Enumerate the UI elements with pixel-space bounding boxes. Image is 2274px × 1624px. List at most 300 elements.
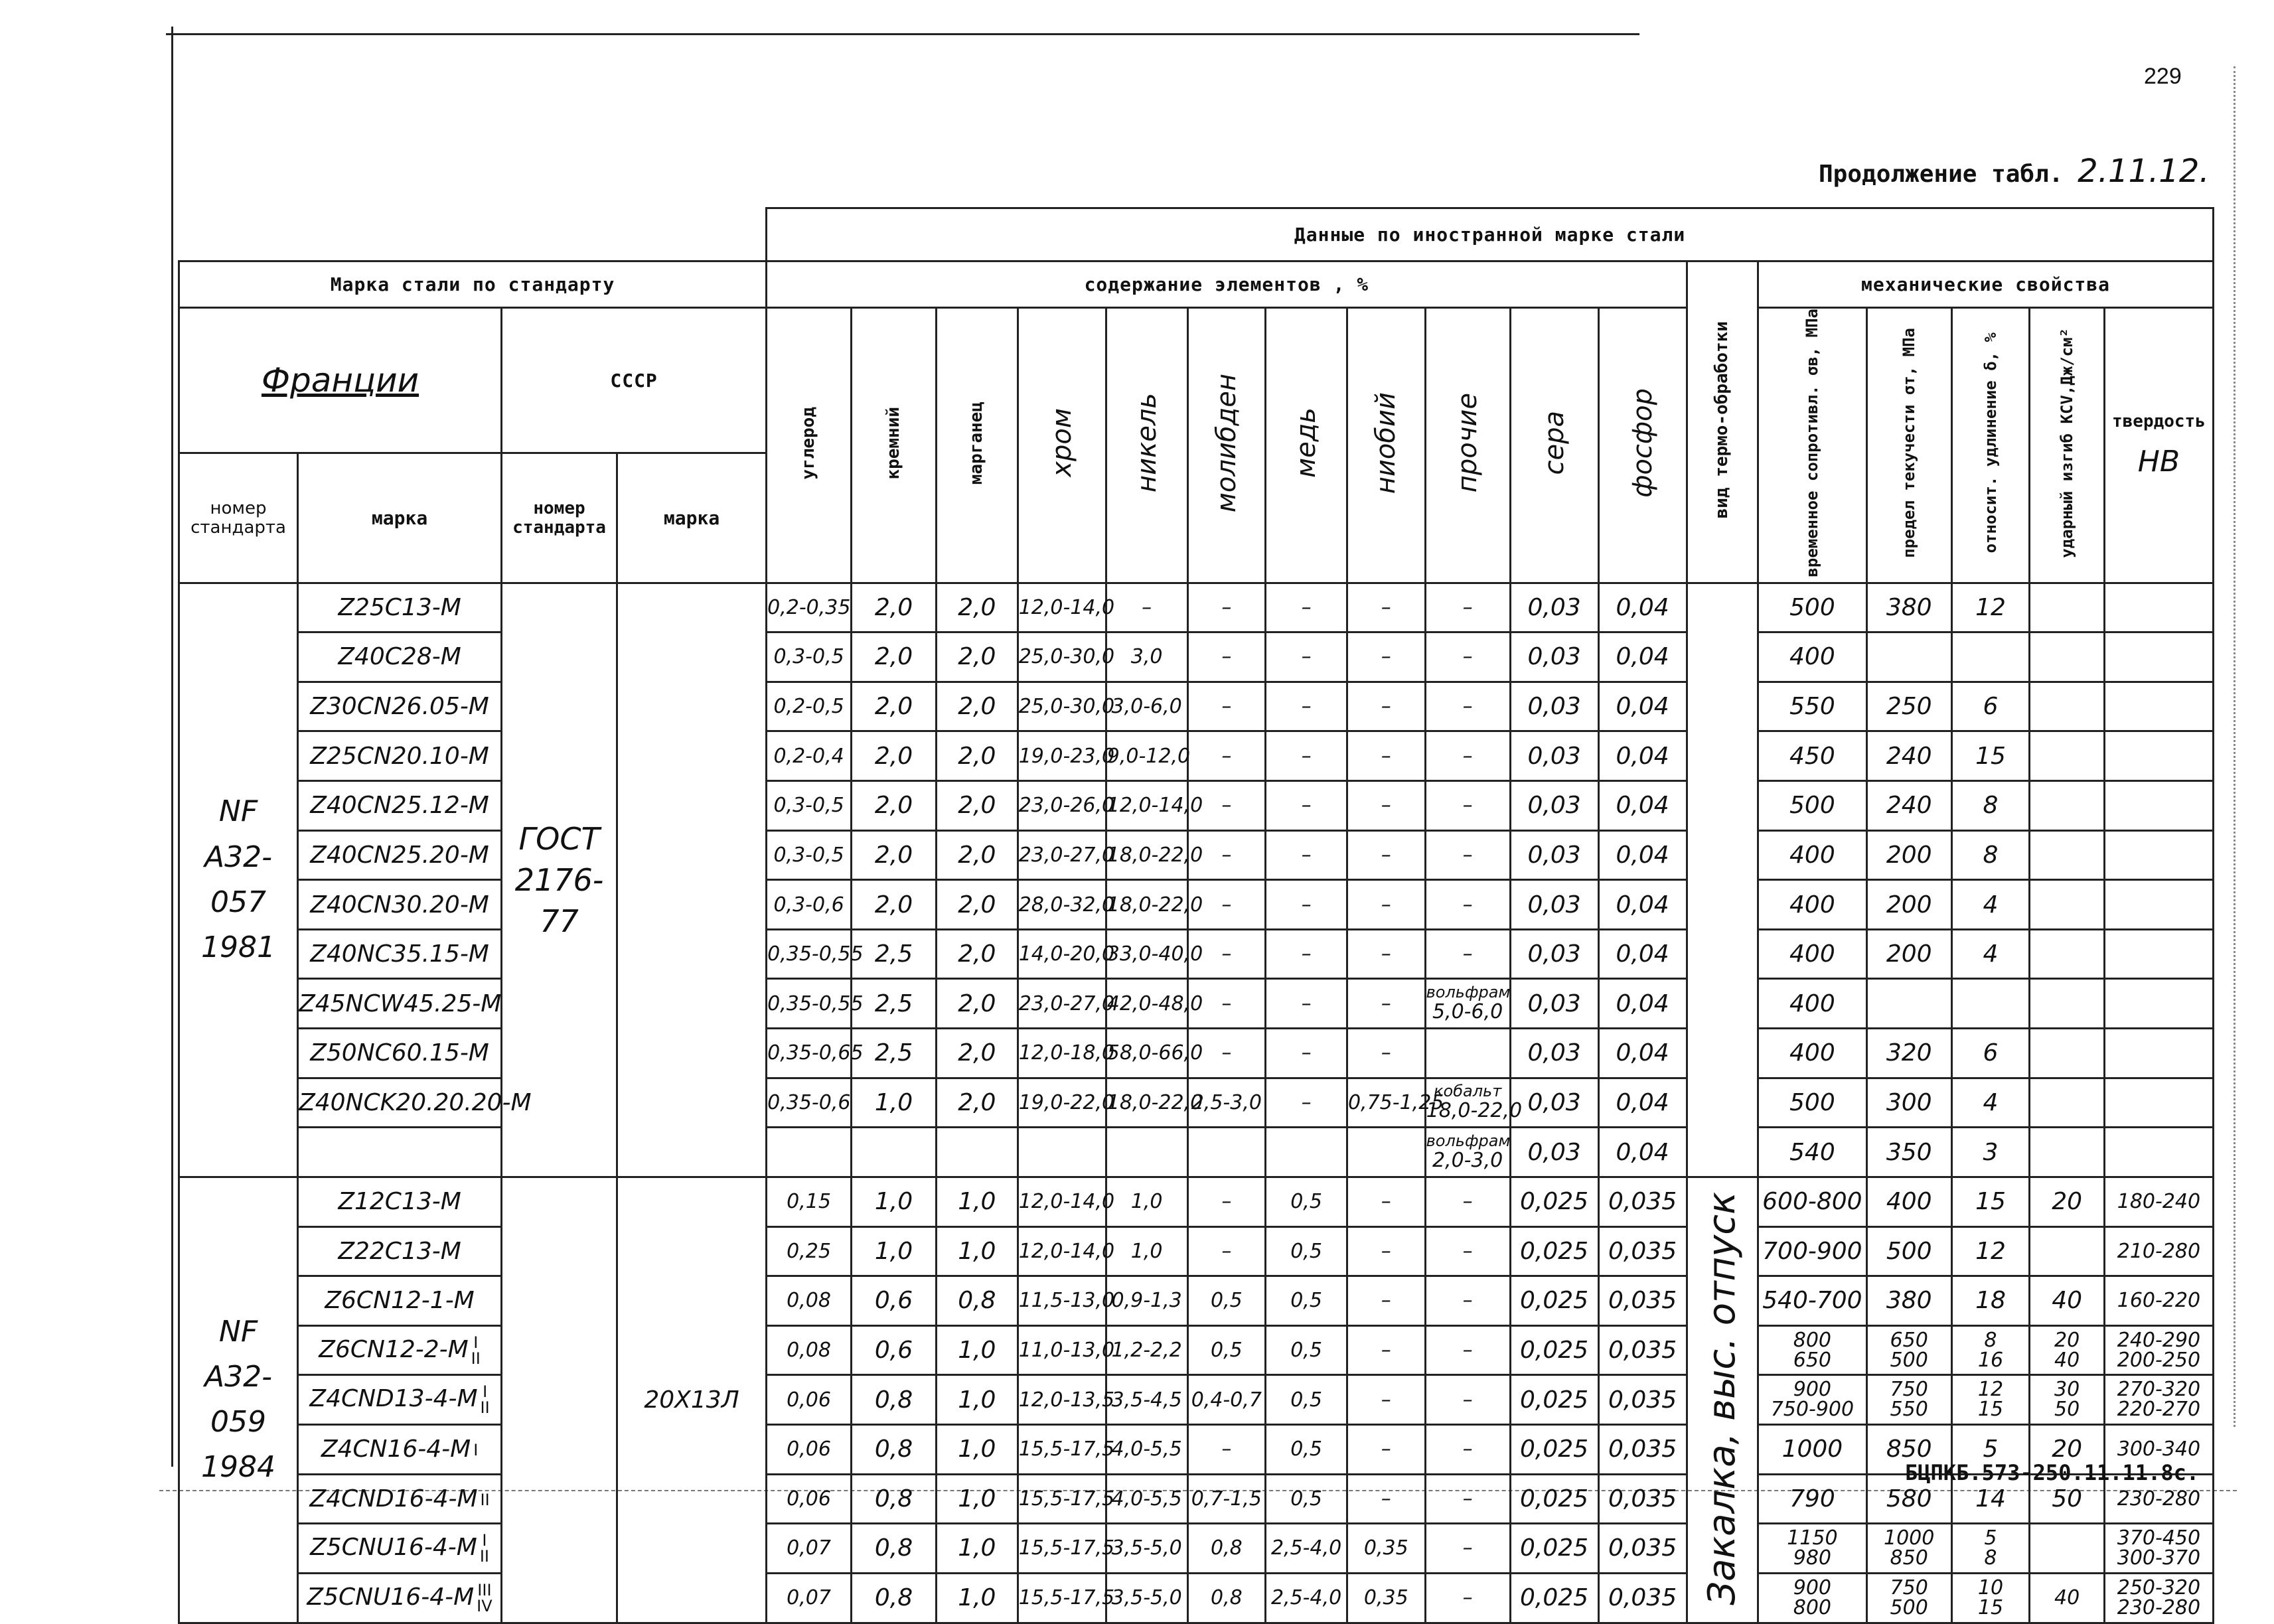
tensile-strength-value: [1758, 1573, 1867, 1623]
hardness-value-value: 230-280: [2117, 1595, 2201, 1619]
copper-value: 0,5: [1266, 1424, 1347, 1474]
niobium-value: –: [1347, 1424, 1425, 1474]
elongation-value-value: 15: [1977, 1595, 2004, 1619]
impact-value: 20: [2030, 1424, 2105, 1474]
element-nickel-header: никель: [1106, 308, 1187, 583]
ussr-grade: [617, 583, 767, 1177]
impact-value: [2030, 880, 2105, 930]
manganese-value: 2,0: [936, 682, 1018, 731]
fr-grade-name: Z5CNU16-4-M: [310, 1533, 477, 1561]
grade-variant-numeral: II: [480, 1490, 490, 1509]
nickel-value: 12,0-14,0: [1106, 781, 1187, 831]
fr-standard-line: NF: [218, 794, 258, 829]
fr-grade-name: Z40NCK20.20.20-M: [299, 1088, 532, 1116]
yield-strength-value: [1866, 1524, 1951, 1574]
hardness-value: [2104, 880, 2213, 930]
other-element-amount: –: [1462, 1239, 1473, 1263]
hardness-value: [2104, 731, 2213, 781]
hardness-value-value: 200-250: [2117, 1348, 2201, 1372]
impact-value-value: 40: [2054, 1586, 2080, 1609]
nickel-value: 18,0-22,0: [1106, 880, 1187, 930]
hardness-value: [2104, 781, 2213, 831]
other-elements-value: [1425, 583, 1510, 632]
yield-strength-value: [1866, 979, 1951, 1029]
chromium-value: 15,5-17,5: [1018, 1474, 1106, 1524]
silicon-value: 2,0: [852, 781, 937, 831]
fr-grade-name: Z40CN25.20-M: [310, 841, 489, 869]
other-elements-value: [1425, 1226, 1510, 1276]
grade-variant: [481, 1492, 490, 1508]
tensile-strength-value-value: 650: [1793, 1348, 1831, 1372]
hardness-value: [2104, 1078, 2213, 1128]
tensile-strength-value: [1758, 1375, 1867, 1425]
sulfur-value: 0,025: [1510, 1226, 1598, 1276]
phosphorus-value: 0,035: [1598, 1177, 1687, 1226]
sulfur-value: 0,03: [1510, 1029, 1598, 1078]
other-element-name: вольфрам: [1426, 982, 1511, 1001]
other-elements-value: [1425, 1573, 1510, 1623]
manganese-value: 2,0: [936, 1029, 1018, 1078]
other-element-amount: –: [1462, 1339, 1473, 1363]
fr-grade-name: Z40CN25.12-M: [310, 792, 489, 820]
niobium-value: –: [1347, 682, 1425, 731]
chromium-value: 14,0-20,0: [1018, 929, 1106, 979]
chromium-value: 12,0-18,0: [1018, 1029, 1106, 1078]
fr-grade: [298, 1325, 502, 1375]
grade-variant-numeral: II: [480, 1398, 490, 1418]
molybdenum-value: 0,5: [1187, 1276, 1266, 1326]
carbon-value: 0,25: [767, 1226, 852, 1276]
other-element-amount: –: [1462, 595, 1473, 619]
fr-grade-name: Z5CNU16-4-M: [307, 1583, 475, 1611]
nickel-value: 0,9-1,3: [1106, 1276, 1187, 1326]
yield-strength-value: 320: [1866, 1029, 1951, 1078]
phosphorus-value: 0,035: [1598, 1573, 1687, 1623]
copper-value: [1266, 1128, 1347, 1177]
chromium-value: 12,0-14,0: [1018, 583, 1106, 632]
page-number: 229: [2144, 64, 2182, 89]
ussr-standard-number: [502, 1177, 617, 1623]
copper-value: –: [1266, 929, 1347, 979]
hardness-value-value: 370-450: [2117, 1526, 2201, 1550]
hardness-value: [2104, 1325, 2213, 1375]
other-elements-value: [1425, 1375, 1510, 1425]
impact-value: [2030, 1226, 2105, 1276]
fr-grade: [298, 979, 502, 1029]
table-row: [179, 880, 2214, 930]
niobium-value: –: [1347, 781, 1425, 831]
elongation-value: 8: [1951, 830, 2030, 880]
phosphorus-value: 0,035: [1598, 1226, 1687, 1276]
manganese-value: 2,0: [936, 979, 1018, 1029]
nickel-value: 18,0-22,0: [1106, 830, 1187, 880]
yield-strength-value-value: 1000: [1884, 1526, 1935, 1550]
hardness-value: [2104, 682, 2213, 731]
tensile-strength-value: 540: [1758, 1128, 1867, 1177]
phosphorus-value: 0,04: [1598, 1128, 1687, 1177]
silicon-value: 2,5: [852, 1029, 937, 1078]
grade-variant: [471, 1335, 481, 1366]
copper-value: –: [1266, 1078, 1347, 1128]
other-element-amount: 2,0-3,0: [1432, 1148, 1503, 1172]
manganese-value: 1,0: [936, 1375, 1018, 1425]
nickel-value: 3,5-4,5: [1106, 1375, 1187, 1425]
fr-std-number-header: номер стандарта: [179, 453, 298, 583]
fr-standard-line: 1984: [201, 1450, 276, 1485]
silicon-value: 2,0: [852, 632, 937, 682]
hardness-value: [2104, 1128, 2213, 1177]
manganese-value: 1,0: [936, 1573, 1018, 1623]
molybdenum-value: –: [1187, 781, 1266, 831]
carbon-value: 0,07: [767, 1573, 852, 1623]
hardness-value: 230-280: [2104, 1474, 2213, 1524]
elongation-header: относит. удлинение δ, %: [1951, 308, 2030, 583]
niobium-value: 0,75-1,25: [1347, 1078, 1425, 1128]
sulfur-value: 0,03: [1510, 929, 1598, 979]
grade-variant: [473, 1442, 478, 1458]
chromium-value: 23,0-27,0: [1018, 979, 1106, 1029]
manganese-value: [936, 1128, 1018, 1177]
elongation-value: [1951, 1524, 2030, 1574]
elongation-value: 4: [1951, 1078, 2030, 1128]
phosphorus-value: 0,035: [1598, 1276, 1687, 1326]
tensile-strength-header: временное сопротивл. σв, МПа: [1758, 308, 1867, 583]
grade-variant-numeral: I: [483, 1382, 488, 1402]
fr-grade: [298, 929, 502, 979]
yield-strength-value-value: 750: [1890, 1378, 1928, 1402]
manganese-value: 0,8: [936, 1276, 1018, 1326]
impact-value: [2030, 929, 2105, 979]
silicon-value: 2,0: [852, 731, 937, 781]
fr-grade-name: Z30CN26.05-M: [310, 693, 489, 721]
hardness-value: 300-340: [2104, 1424, 2213, 1474]
copper-value: –: [1266, 583, 1347, 632]
molybdenum-value: 2,5-3,0: [1187, 1078, 1266, 1128]
impact-value: [2030, 1128, 2105, 1177]
molybdenum-value: –: [1187, 880, 1266, 930]
table-row: [179, 781, 2214, 831]
elongation-value-value: 16: [1977, 1348, 2004, 1372]
table-row: [179, 830, 2214, 880]
molybdenum-value: –: [1187, 1029, 1266, 1078]
table-row: [179, 682, 2214, 731]
other-elements-value: [1425, 682, 1510, 731]
nickel-value: 3,0: [1106, 632, 1187, 682]
sulfur-value: 0,025: [1510, 1573, 1598, 1623]
table-row: [179, 1128, 2214, 1177]
other-elements-value: [1425, 1474, 1510, 1524]
other-elements-value: [1425, 1177, 1510, 1226]
silicon-value: 2,0: [852, 830, 937, 880]
impact-value: [2030, 682, 2105, 731]
hardness-value: [2104, 979, 2213, 1029]
element-sulfur-header: сера: [1510, 308, 1598, 583]
fr-grade: [298, 1177, 502, 1226]
impact-value: [2030, 632, 2105, 682]
fr-grade-name: Z4CN16-4-M: [321, 1436, 471, 1463]
table-row: [179, 1177, 2214, 1226]
tensile-strength-value-value: 980: [1793, 1546, 1831, 1570]
hardness-value-value: 220-270: [2117, 1398, 2201, 1422]
fr-grade-name: Z45NCW45.25-M: [299, 990, 502, 1017]
elongation-value: 12: [1951, 1226, 2030, 1276]
element-molybdenum-header: молибден: [1187, 308, 1266, 583]
table-row: [179, 1029, 2214, 1078]
sulfur-value: 0,03: [1510, 731, 1598, 781]
niobium-value: –: [1347, 929, 1425, 979]
phosphorus-value: 0,04: [1598, 583, 1687, 632]
table-row: [179, 1325, 2214, 1375]
fr-grade-name: Z6CN12-2-M: [319, 1335, 469, 1363]
other-element-amount: –: [1462, 1438, 1473, 1461]
nickel-value: 18,0-22,0: [1106, 1078, 1187, 1128]
silicon-value: 1,0: [852, 1078, 937, 1128]
hardness-value: [2104, 830, 2213, 880]
tensile-strength-value: [1758, 1325, 1867, 1375]
chromium-value: 23,0-26,0: [1018, 781, 1106, 831]
nickel-value: 3,5-5,0: [1106, 1524, 1187, 1574]
copper-value: 0,5: [1266, 1177, 1347, 1226]
chromium-value: 25,0-30,0: [1018, 682, 1106, 731]
table-row: [179, 632, 2214, 682]
phosphorus-value: 0,035: [1598, 1325, 1687, 1375]
niobium-value: –: [1347, 1226, 1425, 1276]
other-elements-value: [1425, 1276, 1510, 1326]
niobium-value: –: [1347, 632, 1425, 682]
ussr-std-number-header: номер стандарта: [502, 453, 617, 583]
impact-value: [2030, 1325, 2105, 1375]
sulfur-value: 0,03: [1510, 632, 1598, 682]
other-elements-value: [1425, 880, 1510, 930]
grade-variant-numeral: I: [473, 1441, 479, 1460]
hardness-value: [2104, 1029, 2213, 1078]
tensile-strength-value: 400: [1758, 929, 1867, 979]
other-element-amount: –: [1462, 1487, 1473, 1511]
document-code: БЦПКБ.573-250.11.11.8с.: [1905, 1460, 2200, 1485]
element-carbon-header: углерод: [767, 308, 852, 583]
grade-variant-numeral: IV: [477, 1596, 493, 1615]
carbon-value: 0,08: [767, 1276, 852, 1326]
other-element-name: вольфрам: [1426, 1131, 1511, 1150]
niobium-value: –: [1347, 1325, 1425, 1375]
caption-prefix: Продолжение табл.: [1819, 161, 2064, 188]
elongation-value: 4: [1951, 880, 2030, 930]
sulfur-value: 0,03: [1510, 979, 1598, 1029]
molybdenum-value: –: [1187, 929, 1266, 979]
nickel-value: [1106, 1128, 1187, 1177]
niobium-value: –: [1347, 1474, 1425, 1524]
copper-value: –: [1266, 1029, 1347, 1078]
carbon-value: [767, 1128, 852, 1177]
fr-grade: [298, 731, 502, 781]
yield-strength-value: 300: [1866, 1078, 1951, 1128]
chromium-value: [1018, 1128, 1106, 1177]
ussr-grade-header: марка: [617, 453, 767, 583]
manganese-value: 1,0: [936, 1325, 1018, 1375]
impact-value: [2030, 1375, 2105, 1425]
ussr-standard-line: 2176-77: [514, 861, 604, 939]
fr-grade: [298, 1029, 502, 1078]
hardness-value: 180-240: [2104, 1177, 2213, 1226]
silicon-value: 2,0: [852, 682, 937, 731]
chromium-value: 19,0-23,0: [1018, 731, 1106, 781]
fr-grade-name: Z25CN20.10-M: [310, 742, 489, 770]
manganese-value: 2,0: [936, 929, 1018, 979]
tensile-strength-value: 500: [1758, 781, 1867, 831]
chromium-value: 11,0-13,0: [1018, 1325, 1106, 1375]
molybdenum-value: –: [1187, 731, 1266, 781]
copper-value: –: [1266, 880, 1347, 930]
table-row: [179, 979, 2214, 1029]
tensile-strength-value: 400: [1758, 979, 1867, 1029]
phosphorus-value: 0,04: [1598, 1029, 1687, 1078]
carbon-value: 0,2-0,5: [767, 682, 852, 731]
hardness-value-value: 300-370: [2117, 1546, 2201, 1570]
manganese-value: 1,0: [936, 1474, 1018, 1524]
yield-strength-header: предел текучести σт, МПа: [1866, 308, 1951, 583]
silicon-value: 0,8: [852, 1424, 937, 1474]
carbon-value: 0,07: [767, 1524, 852, 1574]
fr-grade-name: Z12C13-M: [338, 1188, 461, 1216]
mechanical-header: механические свойства: [1758, 261, 2214, 308]
niobium-value: –: [1347, 880, 1425, 930]
silicon-value: 0,6: [852, 1325, 937, 1375]
impact-value: [2030, 1524, 2105, 1574]
other-element-amount: 18,0-22,0: [1426, 1098, 1523, 1122]
fr-grade: [298, 1128, 502, 1177]
silicon-value: 0,8: [852, 1573, 937, 1623]
copper-value: 0,5: [1266, 1325, 1347, 1375]
yield-strength-value-value: 550: [1890, 1398, 1928, 1422]
carbon-value: 0,35-0,6: [767, 1078, 852, 1128]
nickel-value: 58,0-66,0: [1106, 1029, 1187, 1078]
yield-strength-value: 850: [1866, 1424, 1951, 1474]
yield-strength-value: 240: [1866, 731, 1951, 781]
ussr-standard-number: [502, 583, 617, 1177]
silicon-value: 1,0: [852, 1226, 937, 1276]
nickel-value: 4,0-5,5: [1106, 1474, 1187, 1524]
phosphorus-value: 0,04: [1598, 781, 1687, 831]
other-element-amount: –: [1462, 645, 1473, 669]
yield-strength-value-value: 850: [1890, 1546, 1928, 1570]
carbon-value: 0,3-0,5: [767, 632, 852, 682]
fr-grade: [298, 830, 502, 880]
molybdenum-value: –: [1187, 1226, 1266, 1276]
elongation-value: 3: [1951, 1128, 2030, 1177]
tensile-strength-value: 540-700: [1758, 1276, 1867, 1326]
ussr-grade: 20Х13Л: [617, 1177, 767, 1623]
tensile-strength-value-value: 800: [1793, 1328, 1831, 1352]
heat-treatment-cell: [1687, 583, 1758, 1177]
manganese-value: 1,0: [936, 1424, 1018, 1474]
france-header: Франции: [179, 308, 502, 453]
heat-treatment-cell: [1687, 1177, 1758, 1623]
silicon-value: 2,5: [852, 979, 937, 1029]
tensile-strength-value-value: 750-900: [1770, 1398, 1855, 1422]
element-chromium-header: хром: [1018, 308, 1106, 583]
fr-grade-name: Z4CND13-4-M: [309, 1385, 478, 1413]
carbon-value: 0,2-0,35: [767, 583, 852, 632]
yield-strength-value: 400: [1866, 1177, 1951, 1226]
molybdenum-value: 0,5: [1187, 1325, 1266, 1375]
other-elements-value: [1425, 1424, 1510, 1474]
chromium-value: 12,0-14,0: [1018, 1226, 1106, 1276]
fr-grade-name: Z6CN12-1-M: [325, 1287, 475, 1315]
other-element-amount: –: [1462, 843, 1473, 867]
fr-grade-name: Z40CN30.20-M: [310, 891, 489, 919]
molybdenum-value: –: [1187, 1177, 1266, 1226]
silicon-value: 0,6: [852, 1276, 937, 1326]
grade-variant-numeral: I: [473, 1333, 479, 1352]
phosphorus-value: 0,04: [1598, 830, 1687, 880]
manganese-value: 2,0: [936, 781, 1018, 831]
elongation-value-value: 10: [1977, 1576, 2004, 1599]
carbon-value: 0,35-0,55: [767, 979, 852, 1029]
molybdenum-value: –: [1187, 682, 1266, 731]
fr-grade: [298, 632, 502, 682]
elongation-value: 15: [1951, 731, 2030, 781]
copper-value: –: [1266, 682, 1347, 731]
nickel-value: 1,2-2,2: [1106, 1325, 1187, 1375]
impact-value: [2030, 583, 2105, 632]
element-manganese-header: марганец: [936, 308, 1018, 583]
blank-header-cell: [179, 208, 767, 261]
sulfur-value: 0,025: [1510, 1474, 1598, 1524]
fr-grade: [298, 583, 502, 632]
fr-grade: [298, 880, 502, 930]
fr-grade: [298, 1226, 502, 1276]
carbon-value: 0,2-0,4: [767, 731, 852, 781]
molybdenum-value: 0,4-0,7: [1187, 1375, 1266, 1425]
fr-standard-line: 1981: [201, 930, 276, 964]
elongation-value: [1951, 1573, 2030, 1623]
elongation-value: [1951, 979, 2030, 1029]
fr-standard-number: [179, 1177, 298, 1623]
impact-value-value: 40: [2054, 1348, 2080, 1372]
sulfur-value: 0,025: [1510, 1424, 1598, 1474]
yield-strength-value-value: 750: [1890, 1576, 1928, 1599]
tensile-strength-value: 700-900: [1758, 1226, 1867, 1276]
phosphorus-value: 0,04: [1598, 632, 1687, 682]
manganese-value: 2,0: [936, 731, 1018, 781]
sulfur-value: 0,025: [1510, 1276, 1598, 1326]
other-element-name: кобальт: [1434, 1081, 1502, 1100]
copper-value: –: [1266, 731, 1347, 781]
manganese-value: 2,0: [936, 583, 1018, 632]
silicon-value: 2,5: [852, 929, 937, 979]
manganese-value: 2,0: [936, 880, 1018, 930]
chromium-value: 25,0-30,0: [1018, 632, 1106, 682]
hardness-value: 160-220: [2104, 1276, 2213, 1326]
elongation-value: 12: [1951, 583, 2030, 632]
fr-grade-name: Z25C13-M: [338, 593, 461, 621]
carbon-value: 0,3-0,5: [767, 781, 852, 831]
phosphorus-value: 0,04: [1598, 1078, 1687, 1128]
table-row: [179, 1276, 2214, 1326]
fr-grade: [298, 1276, 502, 1326]
other-element-amount: –: [1462, 695, 1473, 719]
tensile-strength-value: 400: [1758, 880, 1867, 930]
fr-grade-name: Z40C28-M: [338, 643, 461, 671]
silicon-value: 1,0: [852, 1177, 937, 1226]
element-silicon-header: кремний: [852, 308, 937, 583]
copper-value: 0,5: [1266, 1226, 1347, 1276]
impact-header: ударный изгиб KCV,Дж/см²: [2030, 308, 2105, 583]
tensile-strength-value: 500: [1758, 1078, 1867, 1128]
elongation-value-value: 5: [1984, 1526, 1997, 1550]
other-elements-value: [1425, 830, 1510, 880]
grade-variant-numeral: II: [479, 1546, 489, 1566]
